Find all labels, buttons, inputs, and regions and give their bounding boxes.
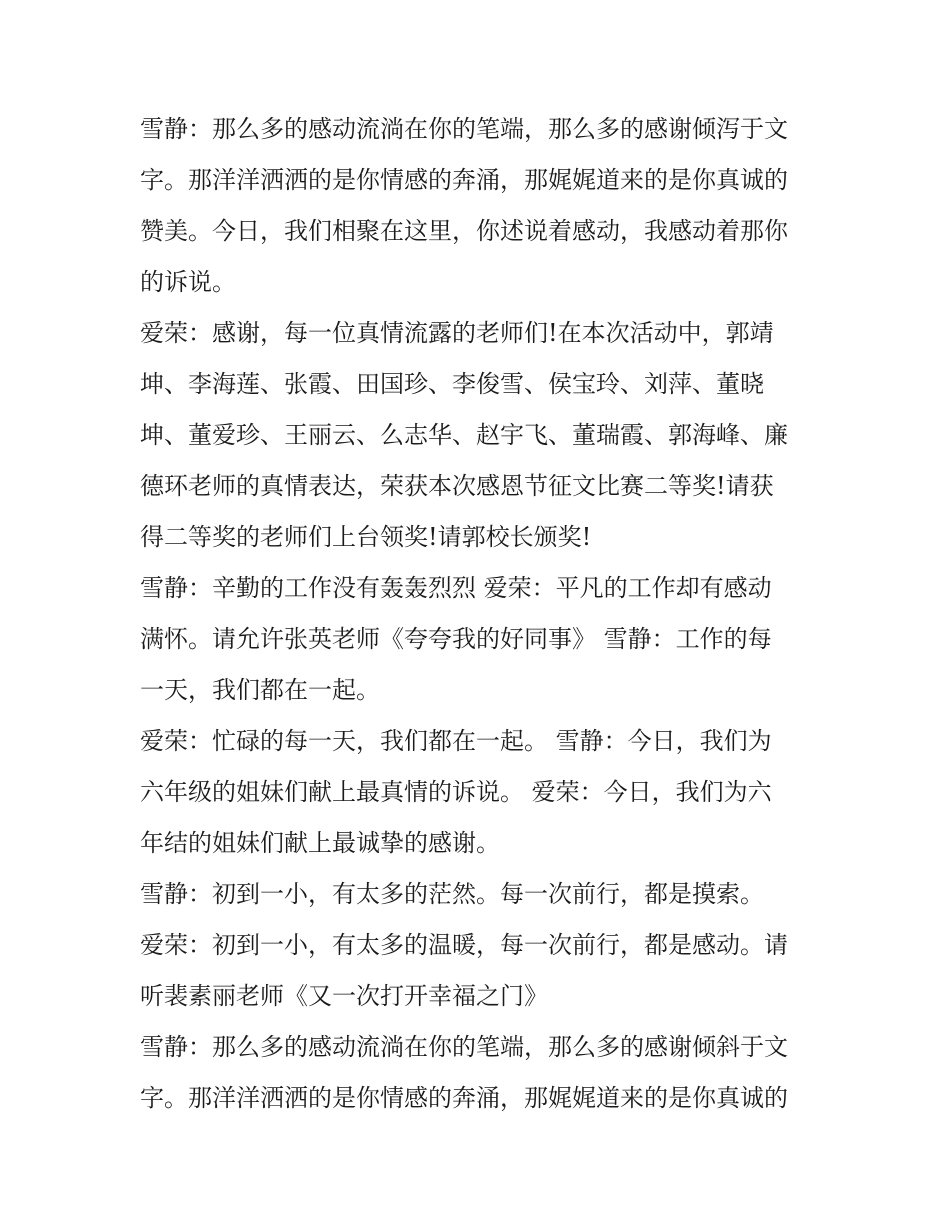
text-line: 德环老师的真情表达，荣获本次感恩节征文比赛二等奖!请获	[140, 472, 774, 500]
text-line: 的诉说。	[140, 268, 236, 296]
text-line: 爱荣：感谢，每一位真情流露的老师们!在本次活动中，郭靖	[140, 319, 774, 347]
text-line: 字。那洋洋洒洒的是你情感的奔涌，那娓娓道来的是你真诚的	[140, 1084, 788, 1112]
text-line: 赞美。今日，我们相聚在这里，你述说着感动，我感动着那你	[140, 217, 788, 245]
text-line: 听裴素丽老师《又一次打开幸福之门》	[140, 982, 548, 1010]
text-line: 坤、董爱珍、王丽云、么志华、赵宇飞、董瑞霞、郭海峰、廉	[140, 421, 788, 449]
text-line: 年结的姐妹们献上最诚挚的感谢。	[140, 829, 500, 857]
text-line: 坤、李海莲、张霞、田国珍、李俊雪、侯宝玲、刘萍、董晓	[140, 370, 764, 398]
text-line: 得二等奖的老师们上台领奖!请郭校长颁奖!	[140, 523, 592, 551]
text-line: 雪静：初到一小，有太多的茫然。每一次前行，都是摸索。	[140, 880, 764, 908]
text-line: 满怀。请允许张英老师《夸夸我的好同事》 雪静：工作的每	[140, 625, 772, 653]
text-line: 一天，我们都在一起。	[140, 676, 380, 704]
document-body	[140, 104, 820, 1124]
text-line: 雪静：那么多的感动流淌在你的笔端，那么多的感谢倾斜于文	[140, 1033, 788, 1061]
text-line: 爱荣：忙碌的每一天，我们都在一起。 雪静：今日，我们为	[140, 727, 772, 755]
text-line: 字。那洋洋洒洒的是你情感的奔涌，那娓娓道来的是你真诚的	[140, 166, 788, 194]
text-line: 六年级的姐妹们献上最真情的诉说。 爱荣：今日，我们为六	[140, 778, 772, 806]
text-line: 雪静：辛勤的工作没有轰轰烈烈 爱荣：平凡的工作却有感动	[140, 574, 772, 602]
text-line: 雪静：那么多的感动流淌在你的笔端，那么多的感谢倾泻于文	[140, 115, 788, 143]
text-line: 爱荣：初到一小，有太多的温暖，每一次前行，都是感动。请	[140, 931, 788, 959]
